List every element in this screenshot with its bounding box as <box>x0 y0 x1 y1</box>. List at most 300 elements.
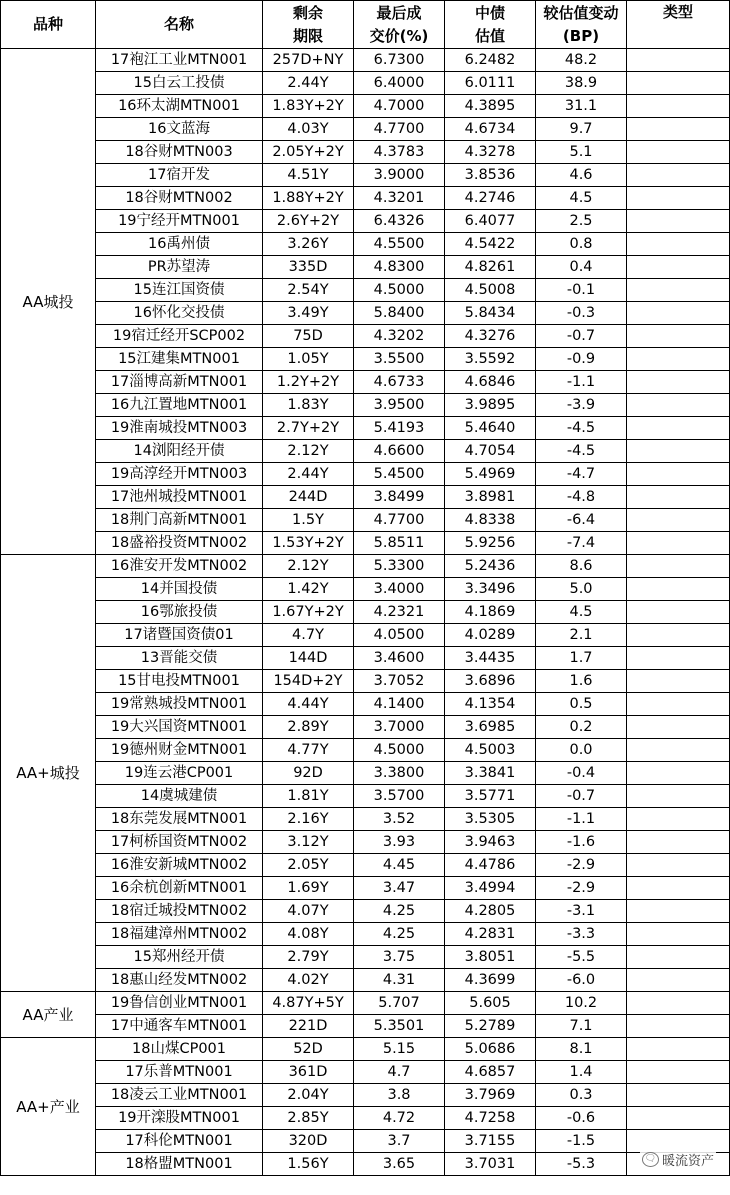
valuation-cell: 4.2831 <box>445 923 536 946</box>
last-price-cell: 4.45 <box>354 854 445 877</box>
bond-name-cell: 16余杭创新MTN001 <box>96 877 263 900</box>
type-cell <box>627 486 730 509</box>
header-valuation: 中债 估值 <box>445 1 536 49</box>
type-cell <box>627 831 730 854</box>
type-cell <box>627 1015 730 1038</box>
remaining-term-cell: 2.89Y <box>263 716 354 739</box>
type-cell <box>627 647 730 670</box>
change-bp-cell: 4.5 <box>536 187 627 210</box>
category-cell: AA产业 <box>1 992 96 1038</box>
table-row <box>1 1061 730 1084</box>
change-bp-cell: 5.0 <box>536 578 627 601</box>
remaining-term-cell: 1.5Y <box>263 509 354 532</box>
change-bp-cell: 38.9 <box>536 72 627 95</box>
remaining-term-cell: 1.83Y+2Y <box>263 95 354 118</box>
valuation-cell: 4.5422 <box>445 233 536 256</box>
table-row <box>1 95 730 118</box>
valuation-cell: 4.4786 <box>445 854 536 877</box>
change-bp-cell: 1.6 <box>536 670 627 693</box>
remaining-term-cell: 1.88Y+2Y <box>263 187 354 210</box>
bond-name-cell: 16淮安新城MTN002 <box>96 854 263 877</box>
remaining-term-cell: 2.44Y <box>263 72 354 95</box>
table-row <box>1 739 730 762</box>
valuation-cell: 3.4435 <box>445 647 536 670</box>
remaining-term-cell: 1.56Y <box>263 1153 354 1176</box>
valuation-cell: 6.4077 <box>445 210 536 233</box>
valuation-cell: 5.4969 <box>445 463 536 486</box>
change-bp-cell: -1.5 <box>536 1130 627 1153</box>
bond-name-cell: 18惠山经发MTN002 <box>96 969 263 992</box>
bond-name-cell: 19高淳经开MTN003 <box>96 463 263 486</box>
remaining-term-cell: 361D <box>263 1061 354 1084</box>
last-price-cell: 5.4193 <box>354 417 445 440</box>
change-bp-cell: 4.6 <box>536 164 627 187</box>
table-row <box>1 1084 730 1107</box>
valuation-cell: 4.8261 <box>445 256 536 279</box>
change-bp-cell: 7.1 <box>536 1015 627 1038</box>
change-bp-cell: 2.1 <box>536 624 627 647</box>
table-row <box>1 256 730 279</box>
valuation-cell: 3.5592 <box>445 348 536 371</box>
valuation-cell: 3.7969 <box>445 1084 536 1107</box>
table-row <box>1 440 730 463</box>
last-price-cell: 5.8511 <box>354 532 445 555</box>
table-row <box>1 946 730 969</box>
table-row <box>1 1153 730 1176</box>
type-cell <box>627 279 730 302</box>
table-row <box>1 210 730 233</box>
bond-name-cell: 19淮南城投MTN003 <box>96 417 263 440</box>
remaining-term-cell: 3.12Y <box>263 831 354 854</box>
change-bp-cell: -1.1 <box>536 371 627 394</box>
type-cell <box>627 762 730 785</box>
valuation-cell: 4.3276 <box>445 325 536 348</box>
change-bp-cell: -0.6 <box>536 1107 627 1130</box>
type-cell <box>627 95 730 118</box>
remaining-term-cell: 144D <box>263 647 354 670</box>
type-cell <box>627 969 730 992</box>
table-row <box>1 348 730 371</box>
valuation-cell: 4.3699 <box>445 969 536 992</box>
table-row <box>1 1015 730 1038</box>
table-row <box>1 532 730 555</box>
change-bp-cell: 8.6 <box>536 555 627 578</box>
table-row <box>1 969 730 992</box>
last-price-cell: 3.9500 <box>354 394 445 417</box>
change-bp-cell: -0.9 <box>536 348 627 371</box>
last-price-cell: 4.1400 <box>354 693 445 716</box>
last-price-cell: 6.4326 <box>354 210 445 233</box>
valuation-cell: 3.5771 <box>445 785 536 808</box>
table-row <box>1 762 730 785</box>
change-bp-cell: 2.5 <box>536 210 627 233</box>
change-bp-cell: -2.9 <box>536 877 627 900</box>
bond-name-cell: 17柯桥国资MTN002 <box>96 831 263 854</box>
table-row <box>1 601 730 624</box>
header-name: 名称 <box>96 1 263 49</box>
change-bp-cell: 0.3 <box>536 1084 627 1107</box>
valuation-cell: 4.3278 <box>445 141 536 164</box>
valuation-cell: 6.0111 <box>445 72 536 95</box>
bond-name-cell: PR苏望涛 <box>96 256 263 279</box>
bond-name-cell: 13晋能交债 <box>96 647 263 670</box>
remaining-term-cell: 320D <box>263 1130 354 1153</box>
last-price-cell: 3.52 <box>354 808 445 831</box>
category-cell: AA+产业 <box>1 1038 96 1176</box>
remaining-term-cell: 2.6Y+2Y <box>263 210 354 233</box>
change-bp-cell: -1.1 <box>536 808 627 831</box>
type-cell <box>627 210 730 233</box>
bond-name-cell: 17科伦MTN001 <box>96 1130 263 1153</box>
type-cell <box>627 256 730 279</box>
last-price-cell: 5.3501 <box>354 1015 445 1038</box>
type-cell <box>627 555 730 578</box>
table-row <box>1 463 730 486</box>
last-price-cell: 4.25 <box>354 923 445 946</box>
bond-name-cell: 16九江置地MTN001 <box>96 394 263 417</box>
table-row <box>1 72 730 95</box>
type-cell <box>627 624 730 647</box>
change-bp-cell: -7.4 <box>536 532 627 555</box>
valuation-cell: 4.8338 <box>445 509 536 532</box>
table-row <box>1 578 730 601</box>
table-body <box>1 49 730 1176</box>
remaining-term-cell: 4.51Y <box>263 164 354 187</box>
bond-name-cell: 17宿开发 <box>96 164 263 187</box>
type-cell <box>627 532 730 555</box>
type-cell <box>627 348 730 371</box>
bond-name-cell: 18谷财MTN003 <box>96 141 263 164</box>
bond-name-cell: 15白云工投债 <box>96 72 263 95</box>
table-row <box>1 670 730 693</box>
last-price-cell: 3.3800 <box>354 762 445 785</box>
bond-name-cell: 17中通客车MTN001 <box>96 1015 263 1038</box>
remaining-term-cell: 3.26Y <box>263 233 354 256</box>
last-price-cell: 3.8 <box>354 1084 445 1107</box>
type-cell <box>627 877 730 900</box>
bond-name-cell: 18东莞发展MTN001 <box>96 808 263 831</box>
valuation-cell: 3.6896 <box>445 670 536 693</box>
type-cell <box>627 463 730 486</box>
header-remaining-term: 剩余 期限 <box>263 1 354 49</box>
table-row <box>1 624 730 647</box>
last-price-cell: 6.7300 <box>354 49 445 72</box>
remaining-term-cell: 2.54Y <box>263 279 354 302</box>
valuation-cell: 4.6734 <box>445 118 536 141</box>
last-price-cell: 3.8499 <box>354 486 445 509</box>
last-price-cell: 5.4500 <box>354 463 445 486</box>
last-price-cell: 3.7 <box>354 1130 445 1153</box>
bond-name-cell: 19开滦股MTN001 <box>96 1107 263 1130</box>
valuation-cell: 3.6985 <box>445 716 536 739</box>
type-cell <box>627 72 730 95</box>
bond-name-cell: 16环太湖MTN001 <box>96 95 263 118</box>
bond-name-cell: 17袍江工业MTN001 <box>96 49 263 72</box>
valuation-cell: 3.7155 <box>445 1130 536 1153</box>
remaining-term-cell: 2.85Y <box>263 1107 354 1130</box>
remaining-term-cell: 2.7Y+2Y <box>263 417 354 440</box>
table-row <box>1 716 730 739</box>
valuation-cell: 4.0289 <box>445 624 536 647</box>
type-cell <box>627 601 730 624</box>
valuation-cell: 4.1354 <box>445 693 536 716</box>
remaining-term-cell: 4.07Y <box>263 900 354 923</box>
bond-name-cell: 18格盟MTN001 <box>96 1153 263 1176</box>
category-cell: AA+城投 <box>1 555 96 992</box>
remaining-term-cell: 2.12Y <box>263 440 354 463</box>
remaining-term-cell: 4.87Y+5Y <box>263 992 354 1015</box>
last-price-cell: 3.4000 <box>354 578 445 601</box>
valuation-cell: 3.7031 <box>445 1153 536 1176</box>
change-bp-cell: -4.7 <box>536 463 627 486</box>
bond-name-cell: 15连江国资债 <box>96 279 263 302</box>
valuation-cell: 3.8536 <box>445 164 536 187</box>
last-price-cell: 3.7000 <box>354 716 445 739</box>
bond-name-cell: 14虞城建债 <box>96 785 263 808</box>
last-price-cell: 4.0500 <box>354 624 445 647</box>
remaining-term-cell: 4.02Y <box>263 969 354 992</box>
change-bp-cell: 9.7 <box>536 118 627 141</box>
type-cell <box>627 371 730 394</box>
last-price-cell: 4.72 <box>354 1107 445 1130</box>
last-price-cell: 3.5500 <box>354 348 445 371</box>
change-bp-cell: -4.8 <box>536 486 627 509</box>
type-cell <box>627 417 730 440</box>
table-row <box>1 49 730 72</box>
type-cell <box>627 578 730 601</box>
type-cell <box>627 854 730 877</box>
last-price-cell: 4.5000 <box>354 279 445 302</box>
type-cell <box>627 739 730 762</box>
remaining-term-cell: 4.08Y <box>263 923 354 946</box>
change-bp-cell: -2.9 <box>536 854 627 877</box>
header-change-bp: 较估值变动 (BP) <box>536 1 627 49</box>
change-bp-cell: -0.3 <box>536 302 627 325</box>
last-price-cell: 4.3783 <box>354 141 445 164</box>
last-price-cell: 5.8400 <box>354 302 445 325</box>
change-bp-cell: 4.5 <box>536 601 627 624</box>
bond-name-cell: 18宿迁城投MTN002 <box>96 900 263 923</box>
table-row <box>1 486 730 509</box>
type-cell <box>627 49 730 72</box>
change-bp-cell: -0.1 <box>536 279 627 302</box>
type-cell <box>627 302 730 325</box>
valuation-cell: 3.4994 <box>445 877 536 900</box>
change-bp-cell: -3.9 <box>536 394 627 417</box>
bond-name-cell: 16文蓝海 <box>96 118 263 141</box>
table-row <box>1 900 730 923</box>
remaining-term-cell: 1.67Y+2Y <box>263 601 354 624</box>
valuation-cell: 5.605 <box>445 992 536 1015</box>
valuation-cell: 4.7258 <box>445 1107 536 1130</box>
last-price-cell: 4.5000 <box>354 739 445 762</box>
remaining-term-cell: 1.69Y <box>263 877 354 900</box>
table-row <box>1 923 730 946</box>
valuation-cell: 5.8434 <box>445 302 536 325</box>
remaining-term-cell: 75D <box>263 325 354 348</box>
last-price-cell: 4.8300 <box>354 256 445 279</box>
bond-name-cell: 16鄂旅投债 <box>96 601 263 624</box>
bond-name-cell: 18谷财MTN002 <box>96 187 263 210</box>
type-cell <box>627 670 730 693</box>
change-bp-cell: -0.4 <box>536 762 627 785</box>
type-cell <box>627 118 730 141</box>
change-bp-cell: 48.2 <box>536 49 627 72</box>
bond-name-cell: 15甘电投MTN001 <box>96 670 263 693</box>
table-row <box>1 1038 730 1061</box>
change-bp-cell: -4.5 <box>536 440 627 463</box>
last-price-cell: 4.6600 <box>354 440 445 463</box>
remaining-term-cell: 1.05Y <box>263 348 354 371</box>
change-bp-cell: -3.1 <box>536 900 627 923</box>
last-price-cell: 3.4600 <box>354 647 445 670</box>
remaining-term-cell: 3.49Y <box>263 302 354 325</box>
table-row <box>1 693 730 716</box>
last-price-cell: 4.7000 <box>354 95 445 118</box>
bond-name-cell: 16怀化交投债 <box>96 302 263 325</box>
change-bp-cell: -5.3 <box>536 1153 627 1176</box>
table-row <box>1 854 730 877</box>
bond-name-cell: 14浏阳经开债 <box>96 440 263 463</box>
last-price-cell: 4.7700 <box>354 118 445 141</box>
change-bp-cell: 1.4 <box>536 1061 627 1084</box>
type-cell <box>627 164 730 187</box>
table-row <box>1 279 730 302</box>
table-row <box>1 555 730 578</box>
change-bp-cell: 8.1 <box>536 1038 627 1061</box>
type-cell <box>627 716 730 739</box>
bond-name-cell: 19德州财金MTN001 <box>96 739 263 762</box>
valuation-cell: 3.5305 <box>445 808 536 831</box>
last-price-cell: 3.93 <box>354 831 445 854</box>
bond-name-cell: 18山煤CP001 <box>96 1038 263 1061</box>
table-row <box>1 417 730 440</box>
valuation-cell: 5.0686 <box>445 1038 536 1061</box>
last-price-cell: 5.15 <box>354 1038 445 1061</box>
remaining-term-cell: 4.03Y <box>263 118 354 141</box>
last-price-cell: 3.9000 <box>354 164 445 187</box>
type-cell <box>627 509 730 532</box>
table-row <box>1 233 730 256</box>
change-bp-cell: 1.7 <box>536 647 627 670</box>
valuation-cell: 5.2789 <box>445 1015 536 1038</box>
last-price-cell: 6.4000 <box>354 72 445 95</box>
last-price-cell: 4.6733 <box>354 371 445 394</box>
remaining-term-cell: 1.81Y <box>263 785 354 808</box>
table-row <box>1 509 730 532</box>
valuation-cell: 3.3841 <box>445 762 536 785</box>
bond-name-cell: 17淄博高新MTN001 <box>96 371 263 394</box>
table-row <box>1 647 730 670</box>
last-price-cell: 3.7052 <box>354 670 445 693</box>
change-bp-cell: 0.8 <box>536 233 627 256</box>
remaining-term-cell: 1.2Y+2Y <box>263 371 354 394</box>
type-cell <box>627 440 730 463</box>
valuation-cell: 4.6857 <box>445 1061 536 1084</box>
change-bp-cell: 31.1 <box>536 95 627 118</box>
type-cell <box>627 233 730 256</box>
remaining-term-cell: 1.42Y <box>263 578 354 601</box>
remaining-term-cell: 2.12Y <box>263 555 354 578</box>
valuation-cell: 3.8051 <box>445 946 536 969</box>
table-row <box>1 877 730 900</box>
table-row <box>1 187 730 210</box>
type-cell <box>627 187 730 210</box>
header-last-trade-price: 最后成 交价(%) <box>354 1 445 49</box>
valuation-cell: 4.7054 <box>445 440 536 463</box>
remaining-term-cell: 257D+NY <box>263 49 354 72</box>
last-price-cell: 4.3201 <box>354 187 445 210</box>
change-bp-cell: -4.5 <box>536 417 627 440</box>
remaining-term-cell: 4.7Y <box>263 624 354 647</box>
change-bp-cell: -6.4 <box>536 509 627 532</box>
valuation-cell: 4.5008 <box>445 279 536 302</box>
last-price-cell: 4.7700 <box>354 509 445 532</box>
category-cell: AA城投 <box>1 49 96 555</box>
remaining-term-cell: 52D <box>263 1038 354 1061</box>
valuation-cell: 5.4640 <box>445 417 536 440</box>
table-row <box>1 1130 730 1153</box>
valuation-cell: 5.9256 <box>445 532 536 555</box>
watermark <box>640 1150 716 1169</box>
last-price-cell: 3.75 <box>354 946 445 969</box>
bond-name-cell: 14并国投债 <box>96 578 263 601</box>
change-bp-cell: -3.3 <box>536 923 627 946</box>
remaining-term-cell: 92D <box>263 762 354 785</box>
valuation-cell: 6.2482 <box>445 49 536 72</box>
valuation-cell: 5.2436 <box>445 555 536 578</box>
remaining-term-cell: 1.53Y+2Y <box>263 532 354 555</box>
table-row <box>1 325 730 348</box>
valuation-cell: 3.9895 <box>445 394 536 417</box>
bond-name-cell: 16禹州债 <box>96 233 263 256</box>
bond-name-cell: 17乐普MTN001 <box>96 1061 263 1084</box>
type-cell <box>627 693 730 716</box>
valuation-cell: 3.9463 <box>445 831 536 854</box>
bond-name-cell: 19宿迁经开SCP002 <box>96 325 263 348</box>
change-bp-cell: -1.6 <box>536 831 627 854</box>
bond-name-cell: 16淮安开发MTN002 <box>96 555 263 578</box>
type-cell <box>627 900 730 923</box>
remaining-term-cell: 2.44Y <box>263 463 354 486</box>
change-bp-cell: 0.4 <box>536 256 627 279</box>
last-price-cell: 3.47 <box>354 877 445 900</box>
bond-name-cell: 17诸暨国资债01 <box>96 624 263 647</box>
header-type: 类型 <box>627 1 730 49</box>
table-row <box>1 1107 730 1130</box>
bond-name-cell: 18盛裕投资MTN002 <box>96 532 263 555</box>
remaining-term-cell: 221D <box>263 1015 354 1038</box>
remaining-term-cell: 154D+2Y <box>263 670 354 693</box>
type-cell <box>627 141 730 164</box>
remaining-term-cell: 1.83Y <box>263 394 354 417</box>
table-row <box>1 808 730 831</box>
remaining-term-cell: 2.05Y <box>263 854 354 877</box>
change-bp-cell: 0.0 <box>536 739 627 762</box>
wechat-logo-icon: 🗨 <box>642 1152 659 1167</box>
last-price-cell: 3.5700 <box>354 785 445 808</box>
change-bp-cell: -0.7 <box>536 785 627 808</box>
bond-name-cell: 15郑州经开债 <box>96 946 263 969</box>
type-cell <box>627 808 730 831</box>
change-bp-cell: -6.0 <box>536 969 627 992</box>
last-price-cell: 4.25 <box>354 900 445 923</box>
bond-name-cell: 17池州城投MTN001 <box>96 486 263 509</box>
last-price-cell: 4.5500 <box>354 233 445 256</box>
type-cell <box>627 1061 730 1084</box>
valuation-cell: 4.3895 <box>445 95 536 118</box>
type-cell <box>627 923 730 946</box>
